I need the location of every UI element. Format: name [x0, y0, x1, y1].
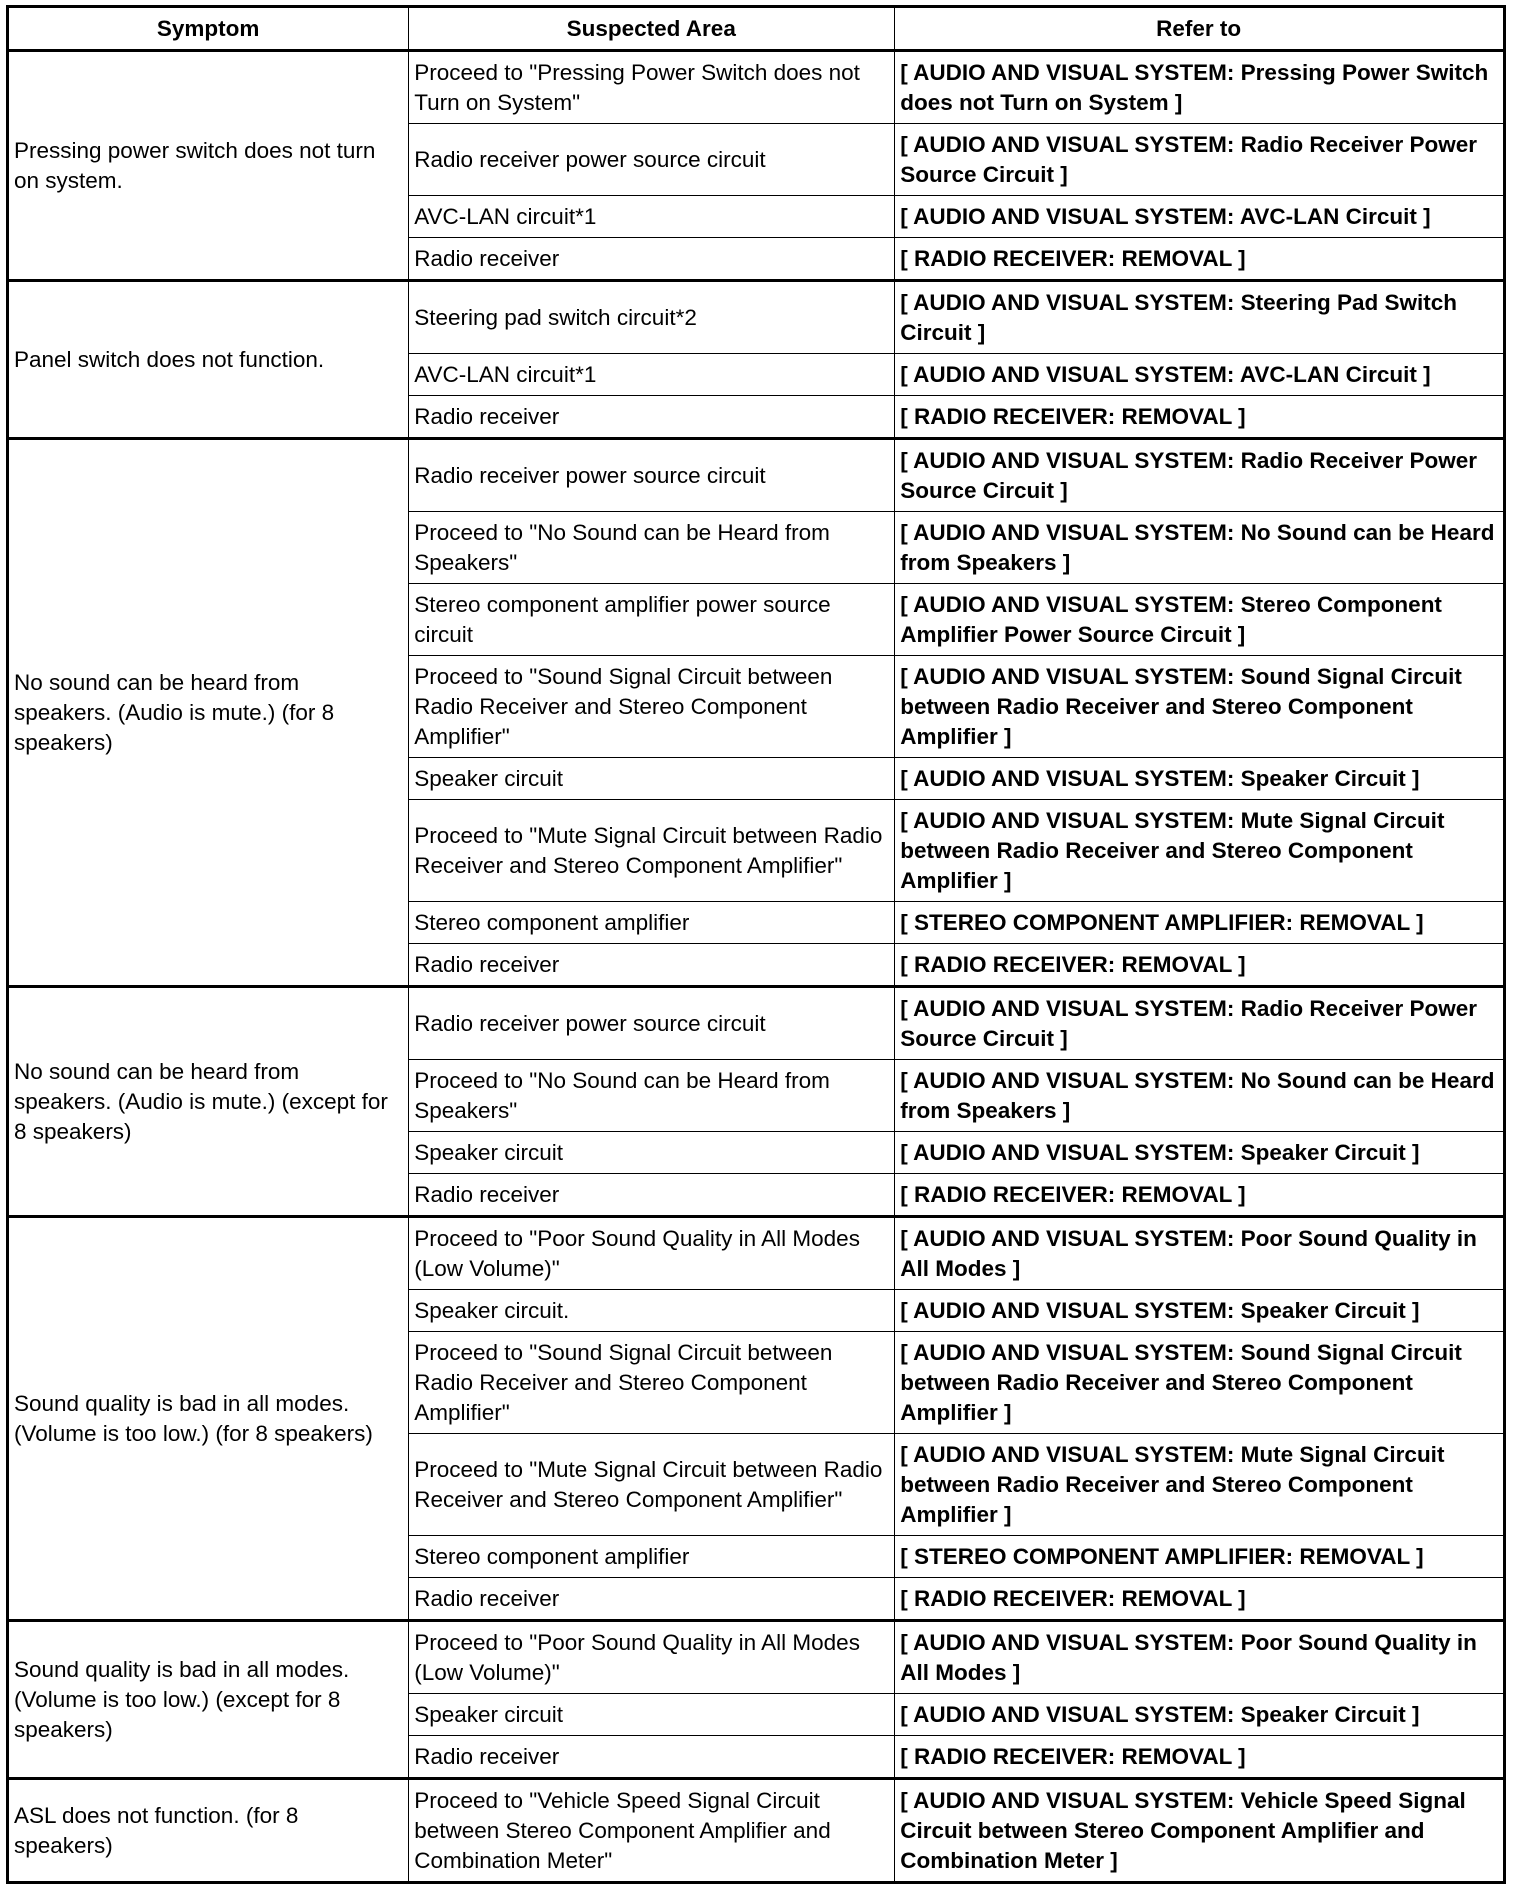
refer-to-link[interactable]: [ AUDIO AND VISUAL SYSTEM: Mute Signal Circuit between Radio Receiver and Stereo Component Amplifier ] [895, 800, 1505, 902]
refer-to-link[interactable]: [ AUDIO AND VISUAL SYSTEM: No Sound can be Heard from Speakers ] [895, 512, 1505, 584]
header-refer-to: Refer to [895, 7, 1505, 51]
suspected-area-cell: Radio receiver power source circuit [409, 987, 895, 1060]
suspected-area-cell: Proceed to "Mute Signal Circuit between Radio Receiver and Stereo Component Amplifier" [409, 1434, 895, 1536]
suspected-area-cell: Speaker circuit [409, 1694, 895, 1736]
refer-to-link[interactable]: [ RADIO RECEIVER: REMOVAL ] [895, 1736, 1505, 1779]
table-row [8, 1621, 1505, 1694]
suspected-area-cell: Radio receiver [409, 1578, 895, 1621]
refer-to-link[interactable]: [ AUDIO AND VISUAL SYSTEM: AVC-LAN Circuit ] [895, 354, 1505, 396]
header-suspected-area: Suspected Area [409, 7, 895, 51]
refer-to-link[interactable]: [ RADIO RECEIVER: REMOVAL ] [895, 396, 1505, 439]
refer-to-link[interactable]: [ AUDIO AND VISUAL SYSTEM: Speaker Circuit ] [895, 1132, 1505, 1174]
refer-to-link[interactable]: [ RADIO RECEIVER: REMOVAL ] [895, 1578, 1505, 1621]
suspected-area-cell: Radio receiver [409, 944, 895, 987]
suspected-area-cell: Proceed to "No Sound can be Heard from Speakers" [409, 512, 895, 584]
suspected-area-cell: Radio receiver [409, 1174, 895, 1217]
refer-to-link[interactable]: [ AUDIO AND VISUAL SYSTEM: Steering Pad Switch Circuit ] [895, 281, 1505, 354]
symptom-cell: ASL does not function. (for 8 speakers) [8, 1779, 409, 1883]
refer-to-link[interactable]: [ STEREO COMPONENT AMPLIFIER: REMOVAL ] [895, 1536, 1505, 1578]
suspected-area-cell: Speaker circuit [409, 758, 895, 800]
refer-to-link[interactable]: [ AUDIO AND VISUAL SYSTEM: Radio Receiver Power Source Circuit ] [895, 439, 1505, 512]
suspected-area-cell: Proceed to "Mute Signal Circuit between Radio Receiver and Stereo Component Amplifier" [409, 800, 895, 902]
refer-to-link[interactable]: [ STEREO COMPONENT AMPLIFIER: REMOVAL ] [895, 902, 1505, 944]
suspected-area-cell: Proceed to "Sound Signal Circuit between Radio Receiver and Stereo Component Amplifier" [409, 656, 895, 758]
table-row [8, 1217, 1505, 1290]
refer-to-link[interactable]: [ AUDIO AND VISUAL SYSTEM: No Sound can be Heard from Speakers ] [895, 1060, 1505, 1132]
table-row [8, 281, 1505, 354]
refer-to-link[interactable]: [ AUDIO AND VISUAL SYSTEM: Radio Receiver Power Source Circuit ] [895, 124, 1505, 196]
suspected-area-cell: AVC-LAN circuit*1 [409, 196, 895, 238]
refer-to-link[interactable]: [ AUDIO AND VISUAL SYSTEM: Vehicle Speed Signal Circuit between Stereo Component Amplifier and Combination Meter ] [895, 1779, 1505, 1883]
refer-to-link[interactable]: [ AUDIO AND VISUAL SYSTEM: Pressing Power Switch does not Turn on System ] [895, 51, 1505, 124]
symptom-cell: Pressing power switch does not turn on system. [8, 51, 409, 281]
symptom-cell: No sound can be heard from speakers. (Audio is mute.) (for 8 speakers) [8, 439, 409, 987]
refer-to-link[interactable]: [ AUDIO AND VISUAL SYSTEM: Speaker Circuit ] [895, 1694, 1505, 1736]
suspected-area-cell: Radio receiver [409, 1736, 895, 1779]
suspected-area-cell: Radio receiver power source circuit [409, 439, 895, 512]
refer-to-link[interactable]: [ AUDIO AND VISUAL SYSTEM: Speaker Circuit ] [895, 1290, 1505, 1332]
table-row [8, 439, 1505, 512]
refer-to-link[interactable]: [ AUDIO AND VISUAL SYSTEM: Speaker Circuit ] [895, 758, 1505, 800]
suspected-area-cell: Proceed to "Sound Signal Circuit between Radio Receiver and Stereo Component Amplifier" [409, 1332, 895, 1434]
refer-to-link[interactable]: [ AUDIO AND VISUAL SYSTEM: AVC-LAN Circuit ] [895, 196, 1505, 238]
refer-to-link[interactable]: [ AUDIO AND VISUAL SYSTEM: Sound Signal Circuit between Radio Receiver and Stereo Component Amplifier ] [895, 656, 1505, 758]
suspected-area-cell: Stereo component amplifier [409, 1536, 895, 1578]
table-row [8, 987, 1505, 1060]
symptom-cell: No sound can be heard from speakers. (Audio is mute.) (except for 8 speakers) [8, 987, 409, 1217]
refer-to-link[interactable]: [ AUDIO AND VISUAL SYSTEM: Radio Receiver Power Source Circuit ] [895, 987, 1505, 1060]
symptom-table [6, 5, 1506, 1884]
refer-to-link[interactable]: [ RADIO RECEIVER: REMOVAL ] [895, 944, 1505, 987]
table-row [8, 1779, 1505, 1883]
suspected-area-cell: Proceed to "Pressing Power Switch does not Turn on System" [409, 51, 895, 124]
refer-to-link[interactable]: [ AUDIO AND VISUAL SYSTEM: Stereo Component Amplifier Power Source Circuit ] [895, 584, 1505, 656]
suspected-area-cell: Stereo component amplifier [409, 902, 895, 944]
refer-to-link[interactable]: [ AUDIO AND VISUAL SYSTEM: Mute Signal Circuit between Radio Receiver and Stereo Component Amplifier ] [895, 1434, 1505, 1536]
suspected-area-cell: Speaker circuit. [409, 1290, 895, 1332]
suspected-area-cell: Speaker circuit [409, 1132, 895, 1174]
suspected-area-cell: Proceed to "Poor Sound Quality in All Modes (Low Volume)" [409, 1621, 895, 1694]
suspected-area-cell: Radio receiver [409, 396, 895, 439]
header-symptom: Symptom [8, 7, 409, 51]
suspected-area-cell: Proceed to "No Sound can be Heard from Speakers" [409, 1060, 895, 1132]
refer-to-link[interactable]: [ RADIO RECEIVER: REMOVAL ] [895, 238, 1505, 281]
suspected-area-cell: Stereo component amplifier power source circuit [409, 584, 895, 656]
suspected-area-cell: Radio receiver [409, 238, 895, 281]
table-body [8, 51, 1505, 1883]
refer-to-link[interactable]: [ AUDIO AND VISUAL SYSTEM: Poor Sound Quality in All Modes ] [895, 1217, 1505, 1290]
suspected-area-cell: AVC-LAN circuit*1 [409, 354, 895, 396]
symptom-cell: Sound quality is bad in all modes. (Volume is too low.) (for 8 speakers) [8, 1217, 409, 1621]
header-row [8, 7, 1505, 51]
table-row [8, 51, 1505, 124]
refer-to-link[interactable]: [ AUDIO AND VISUAL SYSTEM: Poor Sound Quality in All Modes ] [895, 1621, 1505, 1694]
refer-to-link[interactable]: [ AUDIO AND VISUAL SYSTEM: Sound Signal Circuit between Radio Receiver and Stereo Component Amplifier ] [895, 1332, 1505, 1434]
suspected-area-cell: Radio receiver power source circuit [409, 124, 895, 196]
suspected-area-cell: Proceed to "Vehicle Speed Signal Circuit between Stereo Component Amplifier and Combination Meter" [409, 1779, 895, 1883]
symptom-cell: Sound quality is bad in all modes. (Volume is too low.) (except for 8 speakers) [8, 1621, 409, 1779]
refer-to-link[interactable]: [ RADIO RECEIVER: REMOVAL ] [895, 1174, 1505, 1217]
suspected-area-cell: Steering pad switch circuit*2 [409, 281, 895, 354]
suspected-area-cell: Proceed to "Poor Sound Quality in All Modes (Low Volume)" [409, 1217, 895, 1290]
symptom-cell: Panel switch does not function. [8, 281, 409, 439]
